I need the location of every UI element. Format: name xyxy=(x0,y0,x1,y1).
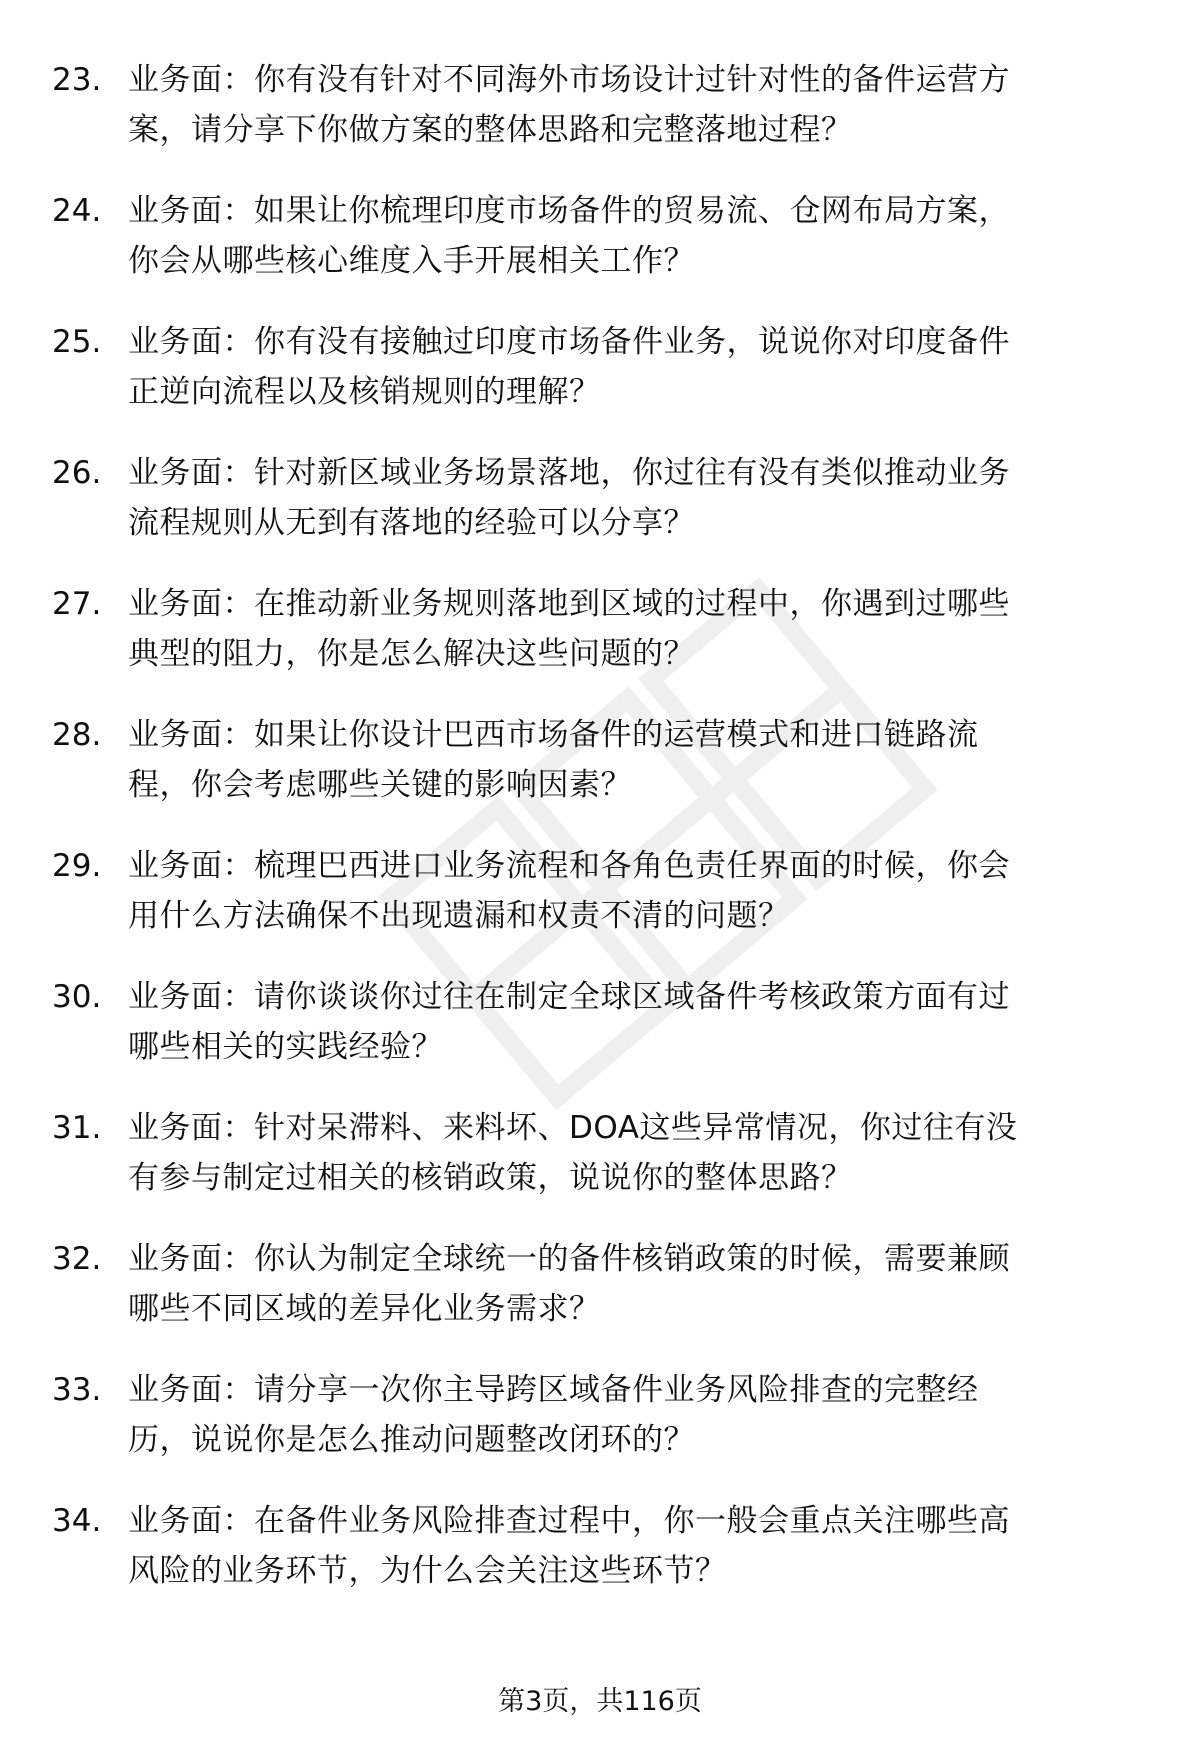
question-text xyxy=(128,579,1148,679)
question-text xyxy=(128,1365,1148,1465)
question-number: 25. xyxy=(52,324,102,360)
question-text xyxy=(128,186,1148,286)
list-item xyxy=(0,1365,1200,1496)
question-text xyxy=(128,1103,1148,1203)
question-number: 31. xyxy=(52,1110,102,1146)
question-line: 用什么方法确保不出现遗漏和权责不清的问题？ xyxy=(128,898,790,934)
question-line: 程，你会考虑哪些关键的影响因素？ xyxy=(128,767,632,803)
list-item xyxy=(0,55,1200,186)
question-number: 34. xyxy=(52,1503,102,1539)
question-line: 历，说说你是怎么推动问题整改闭环的？ xyxy=(128,1422,695,1458)
question-line: 你会从哪些核心维度入手开展相关工作？ xyxy=(128,243,695,279)
question-number: 30. xyxy=(52,979,102,1015)
question-line: 哪些相关的实践经验？ xyxy=(128,1029,443,1065)
question-line: 业务面：你有没有接触过印度市场备件业务，说说你对印度备件 xyxy=(128,324,1010,360)
question-line: 业务面：请你谈谈你过往在制定全球区域备件考核政策方面有过 xyxy=(128,979,1010,1015)
question-line: 业务面：梳理巴西进口业务流程和各角色责任界面的时候，你会 xyxy=(128,848,1010,884)
question-line: 业务面：在推动新业务规则落地到区域的过程中，你遇到过哪些 xyxy=(128,586,1010,622)
question-text xyxy=(128,1234,1148,1334)
question-text xyxy=(128,710,1148,810)
question-text xyxy=(128,55,1148,155)
question-line: 哪些不同区域的差异化业务需求？ xyxy=(128,1291,601,1327)
list-item xyxy=(0,1496,1200,1627)
question-text xyxy=(128,448,1148,548)
list-item xyxy=(0,317,1200,448)
question-line: 业务面：你认为制定全球统一的备件核销政策的时候，需要兼顾 xyxy=(128,1241,1010,1277)
question-line: 案，请分享下你做方案的整体思路和完整落地过程？ xyxy=(128,112,853,148)
question-line: 流程规则从无到有落地的经验可以分享？ xyxy=(128,505,695,541)
page-footer: 第3页，共116页 xyxy=(498,1686,702,1717)
question-line: 正逆向流程以及核销规则的理解？ xyxy=(128,374,601,410)
question-number: 24. xyxy=(52,193,102,229)
question-line: 风险的业务环节，为什么会关注这些环节？ xyxy=(128,1553,727,1589)
question-number: 23. xyxy=(52,62,102,98)
question-line: 业务面：针对呆滞料、来料坏、DOA这些异常情况，你过往有没 xyxy=(128,1110,1018,1146)
list-item xyxy=(0,448,1200,579)
question-text xyxy=(128,317,1148,417)
list-item xyxy=(0,841,1200,972)
question-number: 29. xyxy=(52,848,102,884)
question-line: 业务面：如果让你设计巴西市场备件的运营模式和进口链路流 xyxy=(128,717,979,753)
question-line: 业务面：如果让你梳理印度市场备件的贸易流、仓网布局方案， xyxy=(128,193,1010,229)
question-line: 业务面：你有没有针对不同海外市场设计过针对性的备件运营方 xyxy=(128,62,1010,98)
question-text xyxy=(128,972,1148,1072)
question-text xyxy=(128,841,1148,941)
list-item xyxy=(0,579,1200,710)
question-line: 业务面：请分享一次你主导跨区域备件业务风险排查的完整经 xyxy=(128,1372,979,1408)
list-item xyxy=(0,186,1200,317)
list-item xyxy=(0,1103,1200,1234)
question-text xyxy=(128,1496,1148,1596)
question-number: 33. xyxy=(52,1372,102,1408)
question-line: 有参与制定过相关的核销政策，说说你的整体思路？ xyxy=(128,1160,853,1196)
question-number: 32. xyxy=(52,1241,102,1277)
list-item xyxy=(0,972,1200,1103)
question-line: 业务面：针对新区域业务场景落地，你过往有没有类似推动业务 xyxy=(128,455,1010,491)
question-line: 典型的阻力，你是怎么解决这些问题的？ xyxy=(128,636,695,672)
question-line: 业务面：在备件业务风险排查过程中，你一般会重点关注哪些高 xyxy=(128,1503,1010,1539)
list-item xyxy=(0,1234,1200,1365)
question-number: 26. xyxy=(52,455,102,491)
question-list xyxy=(0,55,1200,1627)
question-number: 27. xyxy=(52,586,102,622)
question-number: 28. xyxy=(52,717,102,753)
list-item xyxy=(0,710,1200,841)
